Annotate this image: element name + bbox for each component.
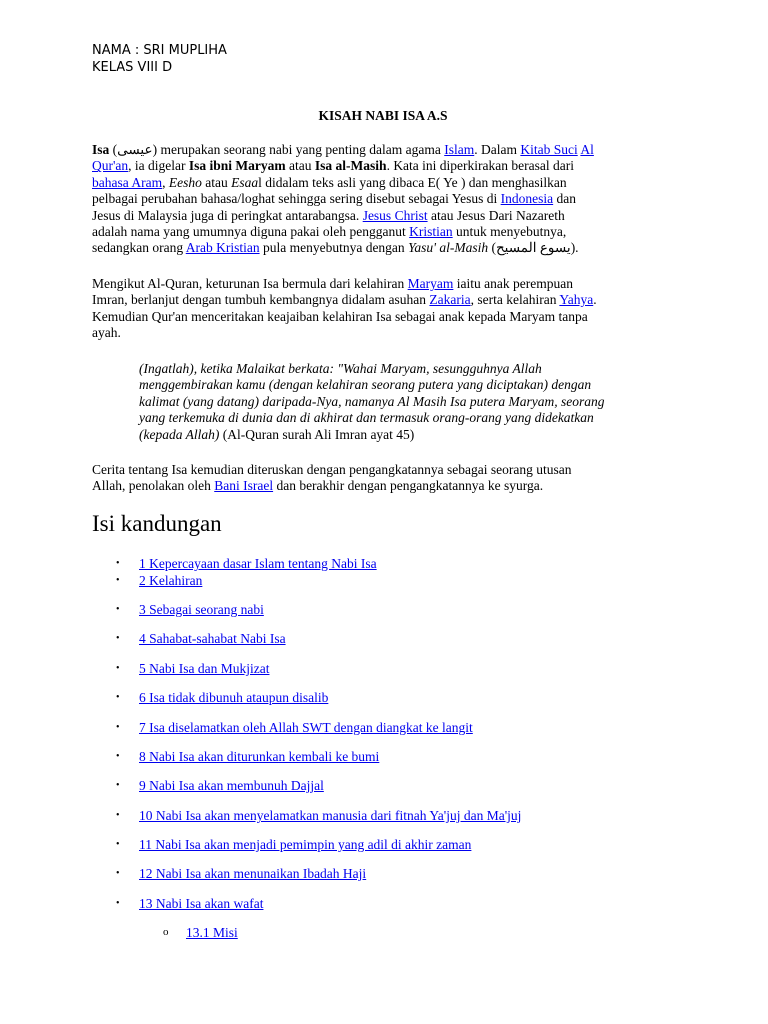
sub-list-bullet: o — [163, 926, 169, 938]
intro-text: atau — [285, 158, 315, 174]
intro-text: pelbagai perubahan bahasa/loghat sehingga sering disebut sebagai Yesus di — [92, 191, 501, 207]
bold-isa-al-masih: Isa al-Masih — [314, 158, 387, 174]
toc-link-item[interactable]: 1 Kepercayaan dasar Islam tentang Nabi Isa — [139, 556, 377, 571]
link-zakaria[interactable]: Zakaria — [429, 292, 471, 308]
intro-text: (يسوع المسيح). — [488, 240, 579, 256]
link-jesus-christ[interactable]: Jesus Christ — [362, 207, 428, 223]
intro-text: atau Jesus Dari Nazareth — [427, 207, 565, 223]
lineage-text: ayah. — [92, 325, 121, 341]
intro-text: atau — [201, 174, 232, 190]
lineage-paragraph — [92, 276, 674, 342]
toc-link-item[interactable]: 6 Isa tidak dibunuh ataupun disalib — [139, 690, 329, 705]
ascension-text: Cerita tentang Isa kemudian diteruskan dengan pengangkatannya sebagai seorang utusan — [92, 462, 572, 477]
quote-line: kalimat (yang datang) daripada-Nya, namanya Al Masih Isa putera Maryam, seorang — [139, 393, 605, 409]
ascension-text: dan berakhir dengan pengangkatannya ke syurga. — [273, 478, 544, 494]
lineage-text: Mengikut Al-Quran, keturunan Isa bermula dari kelahiran — [92, 276, 408, 291]
list-bullet: • — [116, 898, 120, 909]
list-bullet: • — [116, 692, 120, 703]
document-title: KISAH NABI ISA A.S — [318, 108, 448, 123]
intro-text: sedangkan orang — [92, 240, 186, 256]
intro-text: (عيسى) merupakan seorang nabi yang penting dalam agama — [109, 142, 445, 157]
intro-paragraph — [92, 142, 674, 257]
quote-line: menggembirakan kamu (dengan kelahiran seorang putera yang diciptakan) dengan — [139, 377, 592, 393]
intro-text: untuk menyebutnya, — [452, 224, 567, 240]
list-bullet: • — [116, 722, 120, 733]
list-bullet: • — [116, 604, 120, 615]
italic-yasu-al-masih: Yasu' al-Masih — [408, 240, 489, 256]
quote-line: yang terkemuka di dunia dan di akhirat dan termasuk orang-orang yang didekatkan — [139, 410, 594, 426]
intro-text: pula menyebutnya dengan — [259, 240, 409, 256]
student-name: NAMA : SRI MUPLIHA — [92, 43, 227, 58]
toc-link-item[interactable]: 12 Nabi Isa akan menunaikan Ibadah Haji — [139, 866, 367, 881]
toc-link-item[interactable]: 2 Kelahiran — [139, 573, 203, 588]
toc-link-item[interactable]: 8 Nabi Isa akan diturunkan kembali ke bumi — [139, 749, 380, 764]
italic-eesho: Eesho — [168, 174, 202, 190]
toc-heading: Isi kandungan — [92, 511, 222, 536]
link-quran[interactable]: Qur'an — [92, 158, 129, 174]
quote-citation: (Al-Quran surah Ali Imran ayat 45) — [219, 426, 415, 442]
intro-text: Jesus di Malaysia juga di peringkat antarabangsa. — [92, 207, 363, 223]
list-bullet: • — [116, 633, 120, 644]
toc-link-item[interactable]: 13 Nabi Isa akan wafat — [139, 896, 264, 911]
link-al[interactable]: Al — [580, 142, 594, 157]
link-arab-kristian[interactable]: Arab Kristian — [185, 240, 260, 256]
toc-link-item[interactable]: 4 Sahabat-sahabat Nabi Isa — [139, 631, 286, 646]
intro-text: l didalam teks asli yang dibaca E( Ye ) dan menghasilkan — [258, 174, 567, 190]
list-bullet: • — [116, 839, 120, 850]
link-bani-israel[interactable]: Bani Israel — [214, 478, 274, 494]
toc-link-item[interactable]: 3 Sebagai seorang nabi — [139, 602, 264, 617]
toc-link-item[interactable]: 11 Nabi Isa akan menjadi pemimpin yang adil di akhir zaman — [139, 837, 472, 852]
lineage-text: . — [593, 292, 597, 308]
intro-text: . Dalam — [474, 142, 521, 157]
list-bullet: • — [116, 868, 120, 879]
quran-quote — [139, 361, 679, 443]
list-bullet: • — [116, 780, 120, 791]
ascension-text: Allah, penolakan oleh — [92, 478, 215, 494]
toc-link-item[interactable]: 7 Isa diselamatkan oleh Allah SWT dengan diangkat ke langit — [139, 720, 473, 735]
list-bullet: • — [116, 575, 120, 586]
link-islam[interactable]: Islam — [444, 142, 475, 157]
list-bullet: • — [116, 663, 120, 674]
toc-link-item[interactable]: 5 Nabi Isa dan Mukjizat — [139, 661, 270, 676]
link-indonesia[interactable]: Indonesia — [500, 191, 554, 207]
intro-text: adalah nama yang umumnya diguna pakai oleh pengganut — [92, 224, 410, 240]
link-kitab-suci[interactable]: Kitab Suci — [520, 142, 578, 157]
intro-text: , ia digelar — [128, 158, 189, 174]
quote-line: (kepada Allah) — [139, 426, 220, 442]
link-kristian[interactable]: Kristian — [409, 224, 453, 240]
isa-bold: Isa — [92, 142, 110, 157]
quote-line: (Ingatlah), ketika Malaikat berkata: "Wahai Maryam, sesungguhnya Allah — [139, 361, 542, 376]
toc-sub-link-item[interactable]: 13.1 Misi — [186, 925, 238, 940]
intro-text: dan — [553, 191, 577, 207]
intro-text: , — [162, 174, 169, 190]
list-bullet: • — [116, 751, 120, 762]
link-bahasa-aram[interactable]: bahasa Aram — [92, 174, 163, 190]
ascension-paragraph — [92, 462, 674, 495]
bold-isa-ibni-maryam: Isa ibni Maryam — [188, 158, 286, 174]
link-maryam[interactable]: Maryam — [407, 276, 454, 291]
lineage-text: iaitu anak perempuan — [453, 276, 573, 291]
student-class: KELAS VIII D — [92, 60, 173, 75]
lineage-text: , serta kelahiran — [470, 292, 560, 308]
list-bullet: • — [116, 810, 120, 821]
link-yahya[interactable]: Yahya — [559, 292, 594, 308]
lineage-text: Imran, berlanjut dengan tumbuh kembangnya didalam asuhan — [92, 292, 430, 308]
intro-text: . Kata ini diperkirakan berasal dari — [386, 158, 574, 174]
italic-esaa: Esaa — [231, 174, 259, 190]
list-bullet: • — [116, 558, 120, 569]
lineage-text: Kemudian Qur'an menceritakan keajaiban kelahiran Isa sebagai anak kepada Maryam tanpa — [92, 308, 588, 324]
student-header — [92, 42, 227, 76]
toc-link-item[interactable]: 9 Nabi Isa akan membunuh Dajjal — [139, 778, 324, 793]
toc-link-item[interactable]: 10 Nabi Isa akan menyelamatkan manusia dari fitnah Ya'juj dan Ma'juj — [139, 808, 522, 823]
